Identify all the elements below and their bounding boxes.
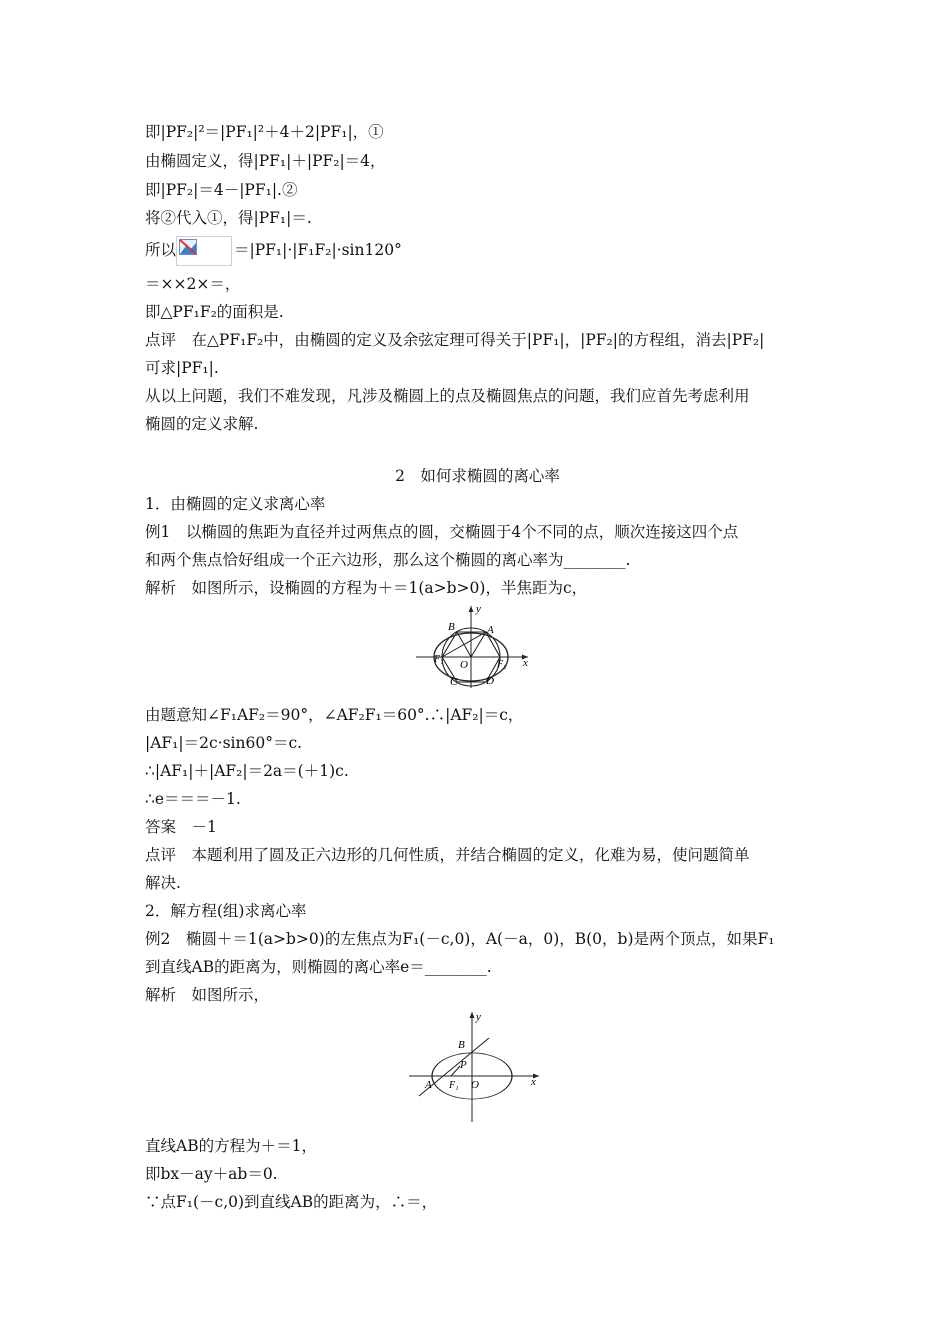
text-line-18: |AF₁|＝2c·sin60°＝c. [145, 734, 303, 752]
text-line-10: 从以上问题，我们不难发现，凡涉及椭圆上的点及椭圆焦点的问题，我们应首先考虑利用 [145, 387, 750, 405]
text-line-3: 即|PF₂|＝4－|PF₁|.② [145, 181, 298, 199]
text-line-28: 直线AB的方程为＋＝1， [145, 1137, 317, 1155]
fig1-label-D: D [486, 675, 494, 687]
text-line-2: 由椭圆定义，得|PF₁|＋|PF₂|＝4， [145, 152, 386, 170]
text-area-formula: ＝|PF₁|·|F₁F₂|·sin120° [234, 241, 402, 259]
text-line-14: 例1 以椭圆的焦距为直径并过两焦点的圆，交椭圆于4个不同的点，顺次连接这四个点 [145, 523, 739, 541]
fig1-label-O: O [460, 659, 468, 671]
fig1-label-C: C [450, 676, 458, 688]
text-line-22: 点评 本题利用了圆及正六边形的几何性质，并结合椭圆的定义，化难为易，使问题简单 [145, 846, 750, 864]
text-line-4: 将②代入①，得|PF₁|＝. [145, 209, 312, 227]
text-line-26: 到直线AB的距离为，则椭圆的离心率e＝________. [145, 958, 492, 976]
text-line-11: 椭圆的定义求解. [145, 415, 259, 433]
fig1-label-B: B [448, 621, 455, 633]
text-line-16: 解析 如图所示，设椭圆的方程为＋＝1(a>b>0)，半焦距为c， [145, 579, 588, 597]
figure-ellipse-line-ab [405, 1008, 545, 1128]
fig1-label-F2: F₂ [497, 659, 507, 670]
text-line-7: 即△PF₁F₂的面积是. [145, 303, 284, 321]
text-line-19: ∴|AF₁|＋|AF₂|＝2a＝(＋1)c. [145, 762, 349, 780]
section-heading: 2 如何求椭圆的离心率 [395, 467, 560, 485]
figure-ellipse-hexagon [410, 600, 540, 692]
text-so: 所以 [145, 241, 177, 259]
text-line-6: ＝××2×＝， [145, 275, 241, 293]
text-line-27: 解析 如图所示， [145, 986, 270, 1004]
fig1-label-x: x [523, 657, 528, 669]
text-line-20: ∴e＝＝＝－1. [145, 790, 241, 808]
text-line-24: 2．解方程(组)求离心率 [145, 902, 307, 920]
fig2-label-y: y [476, 1011, 481, 1023]
text-line-9: 可求|PF₁|. [145, 359, 219, 377]
text-line-17: 由题意知∠F₁AF₂＝90°，∠AF₂F₁＝60°.∴|AF₂|＝c， [145, 706, 524, 724]
broken-image-icon [176, 236, 232, 266]
text-line-25: 例2 椭圆＋＝1(a>b>0)的左焦点为F₁(－c,0)，A(－a，0)，B(0，b)是两个顶点，如果F₁ [145, 930, 775, 948]
text-line-15: 和两个焦点恰好组成一个正六边形，那么这个椭圆的离心率为________. [145, 551, 631, 569]
fig1-label-y: y [476, 603, 481, 615]
text-line-29: 即bx－ay＋ab＝0. [145, 1165, 278, 1183]
fig2-label-F1: F₁ [449, 1080, 459, 1091]
text-line-8: 点评 在△PF₁F₂中，由椭圆的定义及余弦定理可得关于|PF₁|，|PF₂|的方程组，消去|PF₂| [145, 331, 765, 349]
fig2-label-A: A [425, 1079, 432, 1091]
fig2-label-P: P [460, 1059, 467, 1071]
answer-line: 答案 －1 [145, 818, 217, 836]
text-line-23: 解决. [145, 874, 181, 892]
text-line-5 [145, 236, 810, 266]
fig2-label-B: B [458, 1039, 465, 1051]
text-line-13: 1．由椭圆的定义求离心率 [145, 495, 326, 513]
fig2-label-O: O [471, 1079, 479, 1091]
fig2-label-x: x [531, 1076, 536, 1088]
fig1-label-F1: F₁ [434, 654, 444, 665]
text-line-1: 即|PF₂|²＝|PF₁|²＋4＋2|PF₁|，① [145, 123, 384, 141]
text-line-30: ∵点F₁(－c,0)到直线AB的距离为，∴＝， [145, 1193, 438, 1211]
fig1-label-A: A [487, 624, 494, 636]
